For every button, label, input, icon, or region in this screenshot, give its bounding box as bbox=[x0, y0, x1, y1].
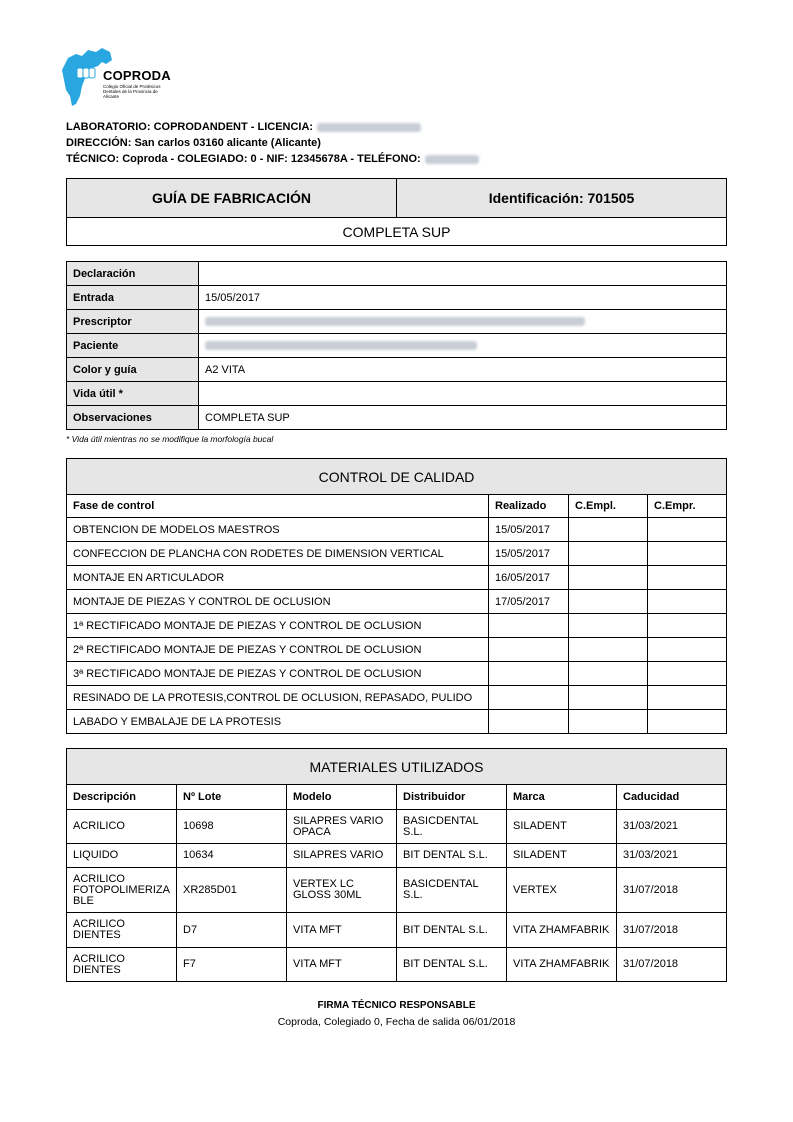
material-marca: SILADENT bbox=[507, 844, 617, 868]
material-lote: F7 bbox=[177, 948, 287, 982]
redacted-prescriptor bbox=[205, 317, 585, 326]
control-fase: 2ª RECTIFICADO MONTAJE DE PIEZAS Y CONTROL DE OCLUSION bbox=[67, 638, 489, 662]
table-row bbox=[67, 810, 727, 844]
control-realizado bbox=[489, 710, 569, 734]
material-distribuidor: BIT DENTAL S.L. bbox=[397, 913, 507, 948]
control-realizado bbox=[489, 638, 569, 662]
control-fase: RESINADO DE LA PROTESIS,CONTROL DE OCLUSION, REPASADO, PULIDO bbox=[67, 686, 489, 710]
control-empr bbox=[648, 638, 727, 662]
redacted-telefono bbox=[425, 155, 479, 164]
table-row bbox=[67, 868, 727, 913]
control-header: Fase de control bbox=[67, 495, 489, 518]
material-caducidad: 31/07/2018 bbox=[617, 948, 727, 982]
material-distribuidor: BASICDENTAL S.L. bbox=[397, 868, 507, 913]
control-realizado bbox=[489, 686, 569, 710]
control-header: Realizado bbox=[489, 495, 569, 518]
control-realizado: 15/05/2017 bbox=[489, 542, 569, 566]
guia-subtitle: COMPLETA SUP bbox=[67, 218, 727, 246]
details-label: Observaciones bbox=[67, 406, 199, 430]
materiales-header: Caducidad bbox=[617, 785, 727, 810]
firma-subtitle: Coproda, Colegiado 0, Fecha de salida 06/01/2018 bbox=[277, 1016, 516, 1028]
logo-subtitle: Colegio Oficial de Protésicos Dentales de la Provincia de Alicante bbox=[103, 84, 161, 99]
details-value: 15/05/2017 bbox=[199, 286, 727, 310]
control-fase: MONTAJE DE PIEZAS Y CONTROL DE OCLUSION bbox=[67, 590, 489, 614]
control-fase: OBTENCION DE MODELOS MAESTROS bbox=[67, 518, 489, 542]
control-empl bbox=[569, 686, 648, 710]
material-marca: VITA ZHAMFABRIK bbox=[507, 913, 617, 948]
material-lote: D7 bbox=[177, 913, 287, 948]
details-table bbox=[66, 261, 727, 430]
table-row bbox=[67, 948, 727, 982]
table-row bbox=[67, 686, 727, 710]
control-table bbox=[66, 458, 727, 734]
control-empr bbox=[648, 518, 727, 542]
material-modelo: VITA MFT bbox=[287, 948, 397, 982]
material-distribuidor: BIT DENTAL S.L. bbox=[397, 844, 507, 868]
materiales-header: Descripción bbox=[67, 785, 177, 810]
material-caducidad: 31/07/2018 bbox=[617, 868, 727, 913]
material-marca: VERTEX bbox=[507, 868, 617, 913]
firma-title: FIRMA TÉCNICO RESPONSABLE bbox=[317, 1000, 476, 1011]
material-desc: ACRILICO bbox=[67, 810, 177, 844]
details-label: Vida útil * bbox=[67, 382, 199, 406]
details-row bbox=[67, 262, 727, 286]
material-modelo: VITA MFT bbox=[287, 913, 397, 948]
vida-util-note: * Vida útil mientras no se modifique la morfología bucal bbox=[66, 434, 274, 444]
control-fase: CONFECCION DE PLANCHA CON RODETES DE DIMENSION VERTICAL bbox=[67, 542, 489, 566]
materiales-header: Marca bbox=[507, 785, 617, 810]
control-empl bbox=[569, 590, 648, 614]
control-empl bbox=[569, 542, 648, 566]
material-desc: LIQUIDO bbox=[67, 844, 177, 868]
table-row bbox=[67, 566, 727, 590]
material-lote: XR285D01 bbox=[177, 868, 287, 913]
redacted-licencia bbox=[317, 123, 421, 132]
table-row bbox=[67, 638, 727, 662]
details-value: A2 VITA bbox=[199, 358, 727, 382]
control-realizado bbox=[489, 614, 569, 638]
materiales-table bbox=[66, 748, 727, 982]
details-row bbox=[67, 358, 727, 382]
table-row bbox=[67, 913, 727, 948]
details-label: Entrada bbox=[67, 286, 199, 310]
details-value bbox=[199, 310, 727, 334]
control-header: C.Empr. bbox=[648, 495, 727, 518]
details-row bbox=[67, 406, 727, 430]
material-lote: 10698 bbox=[177, 810, 287, 844]
redacted-paciente bbox=[205, 341, 477, 350]
materiales-header: Distribuidor bbox=[397, 785, 507, 810]
details-label: Color y guía bbox=[67, 358, 199, 382]
details-value bbox=[199, 382, 727, 406]
control-fase: LABADO Y EMBALAJE DE LA PROTESIS bbox=[67, 710, 489, 734]
control-empl bbox=[569, 710, 648, 734]
material-distribuidor: BIT DENTAL S.L. bbox=[397, 948, 507, 982]
details-row bbox=[67, 334, 727, 358]
details-row bbox=[67, 310, 727, 334]
material-marca: SILADENT bbox=[507, 810, 617, 844]
details-label: Declaración bbox=[67, 262, 199, 286]
table-row bbox=[67, 662, 727, 686]
material-desc: ACRILICO FOTOPOLIMERIZA BLE bbox=[67, 868, 177, 913]
control-empl bbox=[569, 662, 648, 686]
control-title: CONTROL DE CALIDAD bbox=[67, 459, 727, 495]
material-desc: ACRILICO DIENTES bbox=[67, 913, 177, 948]
material-marca: VITA ZHAMFABRIK bbox=[507, 948, 617, 982]
material-desc: ACRILICO DIENTES bbox=[67, 948, 177, 982]
details-row bbox=[67, 382, 727, 406]
details-label: Prescriptor bbox=[67, 310, 199, 334]
logo-brand: COPRODA bbox=[103, 68, 171, 83]
control-empr bbox=[648, 662, 727, 686]
materiales-header: Nº Lote bbox=[177, 785, 287, 810]
control-empr bbox=[648, 590, 727, 614]
header-direccion: DIRECCIÓN: San carlos 03160 alicante (Alicante) bbox=[66, 137, 321, 149]
table-row bbox=[67, 542, 727, 566]
control-header: C.Empl. bbox=[569, 495, 648, 518]
guia-identificacion: Identificación: 701505 bbox=[397, 179, 727, 218]
control-empl bbox=[569, 614, 648, 638]
control-empr bbox=[648, 542, 727, 566]
material-modelo: SILAPRES VARIO bbox=[287, 844, 397, 868]
guia-table bbox=[66, 178, 727, 246]
table-row bbox=[67, 518, 727, 542]
control-empr bbox=[648, 614, 727, 638]
details-label: Paciente bbox=[67, 334, 199, 358]
control-realizado: 16/05/2017 bbox=[489, 566, 569, 590]
control-empr bbox=[648, 566, 727, 590]
control-realizado bbox=[489, 662, 569, 686]
details-value: COMPLETA SUP bbox=[199, 406, 727, 430]
table-row bbox=[67, 844, 727, 868]
guia-title: GUÍA DE FABRICACIÓN bbox=[67, 179, 397, 218]
header-laboratorio: LABORATORIO: COPRODANDENT - LICENCIA: bbox=[66, 121, 421, 133]
material-caducidad: 31/03/2021 bbox=[617, 844, 727, 868]
control-empr bbox=[648, 710, 727, 734]
table-row bbox=[67, 614, 727, 638]
material-distribuidor: BASICDENTAL S.L. bbox=[397, 810, 507, 844]
header-tecnico: TÉCNICO: Coproda - COLEGIADO: 0 - NIF: 12345678A - TELÉFONO: bbox=[66, 153, 479, 165]
table-row bbox=[67, 710, 727, 734]
control-empl bbox=[569, 566, 648, 590]
material-modelo: SILAPRES VARIO OPACA bbox=[287, 810, 397, 844]
material-caducidad: 31/03/2021 bbox=[617, 810, 727, 844]
material-lote: 10634 bbox=[177, 844, 287, 868]
control-empl bbox=[569, 638, 648, 662]
details-row bbox=[67, 286, 727, 310]
control-realizado: 15/05/2017 bbox=[489, 518, 569, 542]
details-value bbox=[199, 262, 727, 286]
control-empr bbox=[648, 686, 727, 710]
control-fase: 1ª RECTIFICADO MONTAJE DE PIEZAS Y CONTROL DE OCLUSION bbox=[67, 614, 489, 638]
control-fase: 3ª RECTIFICADO MONTAJE DE PIEZAS Y CONTROL DE OCLUSION bbox=[67, 662, 489, 686]
control-realizado: 17/05/2017 bbox=[489, 590, 569, 614]
material-modelo: VERTEX LC GLOSS 30ML bbox=[287, 868, 397, 913]
material-caducidad: 31/07/2018 bbox=[617, 913, 727, 948]
control-empl bbox=[569, 518, 648, 542]
table-row bbox=[67, 590, 727, 614]
details-value bbox=[199, 334, 727, 358]
materiales-header: Modelo bbox=[287, 785, 397, 810]
control-fase: MONTAJE EN ARTICULADOR bbox=[67, 566, 489, 590]
materiales-title: MATERIALES UTILIZADOS bbox=[67, 749, 727, 785]
